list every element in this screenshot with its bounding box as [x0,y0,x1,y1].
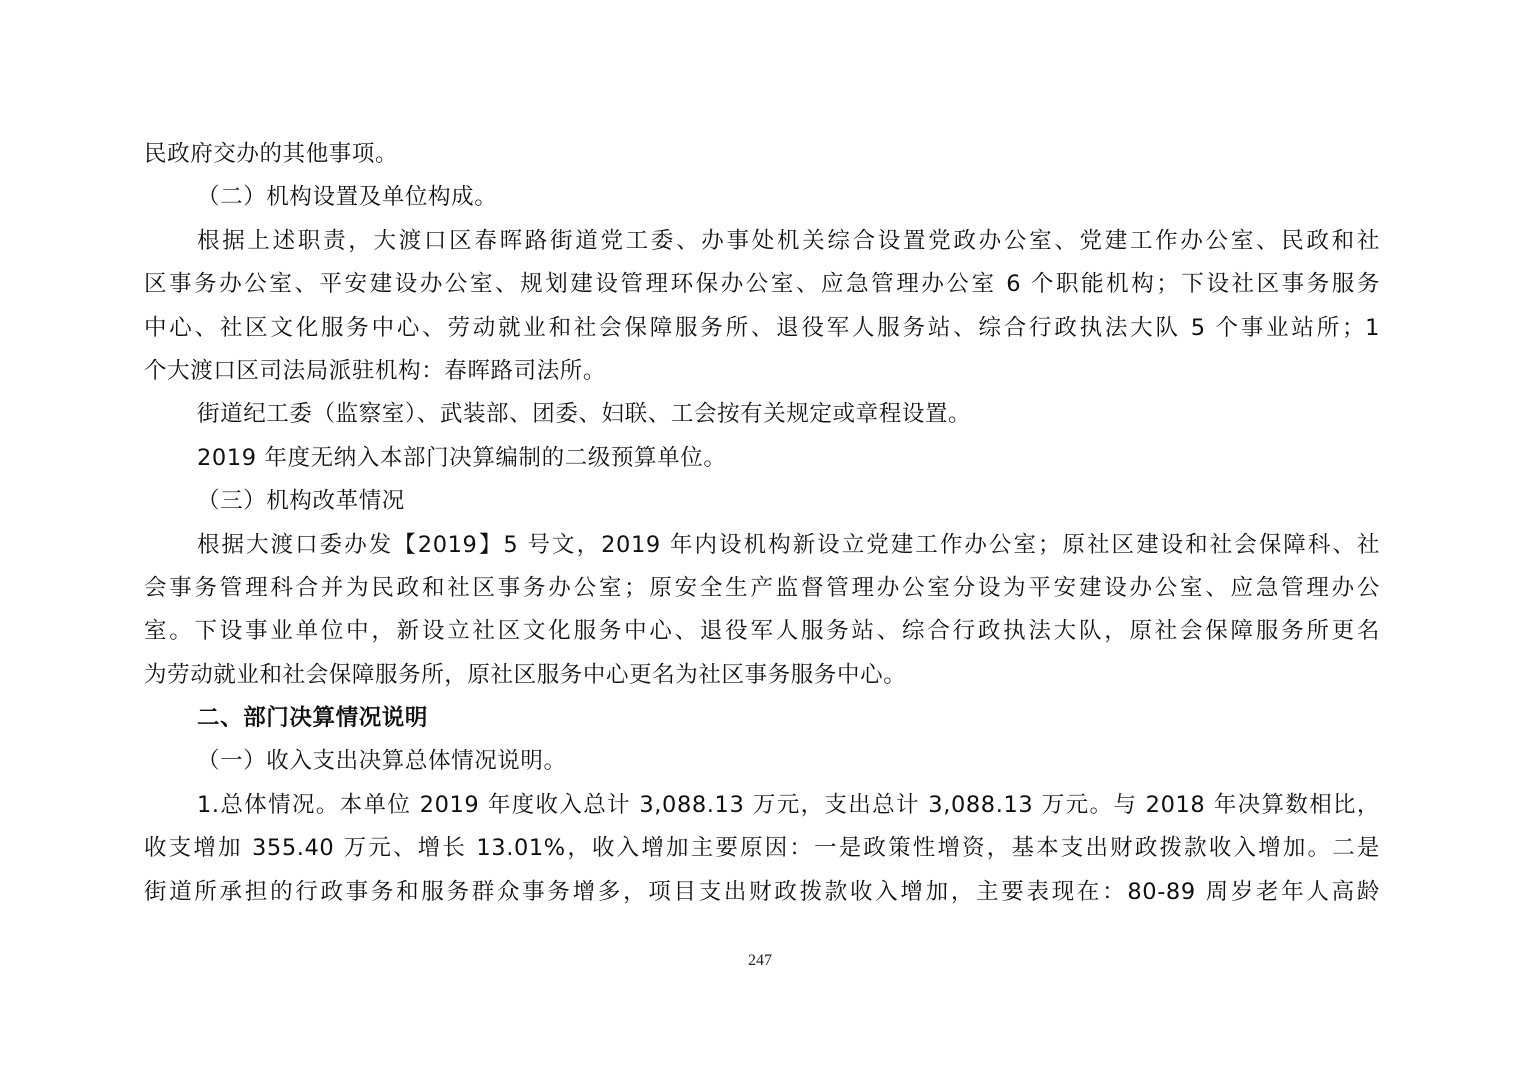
paragraph-line: 会事务管理科合并为民政和社区事务办公室；原安全生产监督管理办公室分设为平安建设办公室、应急管理办公 [144,574,1380,601]
paragraph-line: 2019 年度无纳入本部门决算编制的二级预算单位。 [197,444,727,471]
paragraph-line: 民政府交办的其他事项。 [144,141,399,167]
paragraph-line: 街道所承担的行政事务和服务群众事务增多，项目支出财政拨款收入增加，主要表现在：80-89 周岁老年人高龄 [144,878,1380,905]
section-heading: （二）机构设置及单位构成。 [197,184,498,211]
section-heading: （三）机构改革情况 [197,488,405,515]
paragraph-line: 个大渡口区司法局派驻机构：春晖路司法所。 [144,357,607,384]
chapter-heading: 二、部门决算情况说明 [197,705,429,732]
paragraph-line: 根据大渡口委办发【2019】5 号文，2019 年内设机构新设立党建工作办公室；原社区建设和社会保障科、社 [197,531,1380,558]
page-number: 247 [748,952,772,969]
paragraph-line: 街道纪工委（监察室）、武装部、团委、妇联、工会按有关规定或章程设置。 [197,401,972,428]
paragraph-line: 根据上述职责，大渡口区春晖路街道党工委、办事处机关综合设置党政办公室、党建工作办公室、民政和社 [197,227,1380,254]
paragraph-line: 室。下设事业单位中，新设立社区文化服务中心、退役军人服务站、综合行政执法大队，原社会保障服务所更名 [144,618,1380,645]
paragraph-line: 收支增加 355.40 万元、增长 13.01%，收入增加主要原因：一是政策性增资，基本支出财政拨款收入增加。二是 [144,835,1380,862]
paragraph-line: 1.总体情况。本单位 2019 年度收入总计 3,088.13 万元，支出总计 3,088.13 万元。与 2018 年决算数相比， [197,791,1380,818]
paragraph-line: 中心、社区文化服务中心、劳动就业和社会保障服务所、退役军人服务站、综合行政执法大队 5 个事业站所；1 [144,314,1380,341]
document-body [144,133,1380,914]
section-heading: （一）收入支出决算总体情况说明。 [197,748,567,775]
paragraph-line: 区事务办公室、平安建设办公室、规划建设管理环保办公室、应急管理办公室 6 个职能机构；下设社区事务服务 [144,271,1380,298]
paragraph-line: 为劳动就业和社会保障服务所，原社区服务中心更名为社区事务服务中心。 [144,661,907,688]
